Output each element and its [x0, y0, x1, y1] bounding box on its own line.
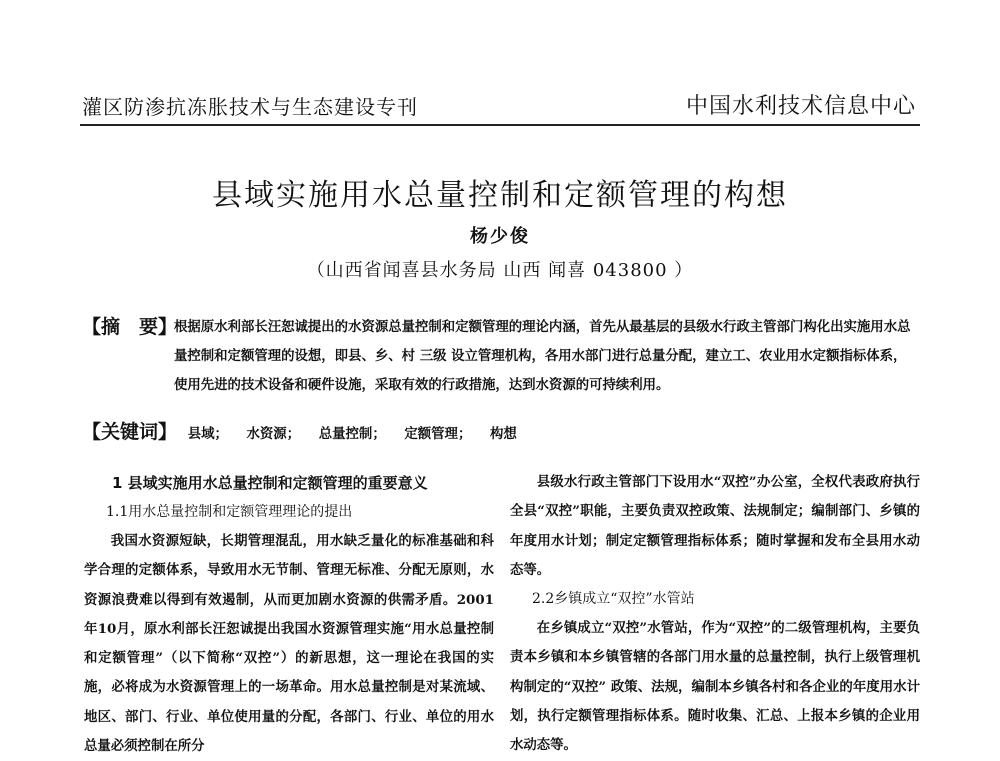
keywords-label: 【关键词】 — [82, 421, 178, 443]
keywords — [82, 418, 918, 448]
article-author: 杨少俊 — [470, 226, 530, 247]
keyword: 水资源； — [246, 426, 301, 442]
right-column — [510, 468, 920, 761]
publisher-name: 中国水利技术信息中心 — [685, 94, 916, 119]
author-affiliation: （山西省闻喜县水务局 山西 闻喜 043800 ） — [306, 260, 694, 281]
body-paragraph: 我国水资源短缺，长期管理混乱，用水缺乏量化的标准基础和科学合理的定额体系，导致用水无节制、管理无标准、分配无原则，水资源浪费难以得到有效遏制，从而更加剧水资源的供需矛盾。2001年10月，原水利部长汪恕诚提出我国水资源管理实施“用水总量控制和定额管理”（以下简称“双控”）的新思想，这一理论在我国的实施，必将成为水资源管理上的一场革命。用水总量控制是对某流域、地区、部门、行业、单位使用量的分配，各部门、行业、单位的用水总量必须控制在所分 — [84, 533, 494, 755]
keyword: 构想 — [490, 426, 517, 442]
abstract-text: 根据原水利部长汪恕诚提出的水资源总量控制和定额管理的理论内涵，首先从最基层的县级水行政主管部门构化出实施用水总量控制和定额管理的设想，即县、乡、村 三级 设立管理机构，各用水部门进行总量分配，建立工、农业用水定额指标体系，使用先进的技术设备和硬件设施，采取有效的行政措施，达到水资源的可持续利用。 — [174, 319, 911, 393]
keyword: 县域； — [187, 426, 228, 442]
section-heading: 1 县域实施用水总量控制和定额管理的重要意义 — [112, 474, 428, 492]
sub-heading: 1.1用水总量控制和定额管理理论的提出 — [106, 504, 353, 520]
journal-name: 灌区防渗抗冻胀技术与生态建设专刊 — [82, 95, 418, 119]
body-paragraph: 在乡镇成立“双控”水管站，作为“双控”的二级管理机构，主要负责本乡镇和本乡镇管辖的各部门用水量的总量控制，执行上级管理机构制定的“双控” 政策、法规，编制本乡镇各村和各企业的年度用水计划，执行定额管理指标体系。随时收集、汇总、上报本乡镇的企业用水动态等。 — [510, 620, 920, 754]
sub-heading: 2.2乡镇成立“双控”水管站 — [532, 591, 695, 608]
abstract — [82, 313, 918, 400]
keyword: 定额管理； — [404, 426, 472, 442]
abstract-label: 【摘 要】 — [82, 316, 178, 338]
article-title: 县域实施用水总量控制和定额管理的构想 — [212, 178, 788, 213]
keyword: 总量控制； — [318, 426, 386, 442]
left-column — [84, 468, 494, 761]
body-paragraph: 县级水行政主管部门下设用水“双控”办公室，全权代表政府执行全县“双控”职能，主要负责双控政策、法规制定；编制部门、乡镇的年度用水计划；制定定额管理指标体系；随时掌握和发布全县用水动态等。 — [510, 474, 920, 578]
running-header — [80, 90, 920, 126]
